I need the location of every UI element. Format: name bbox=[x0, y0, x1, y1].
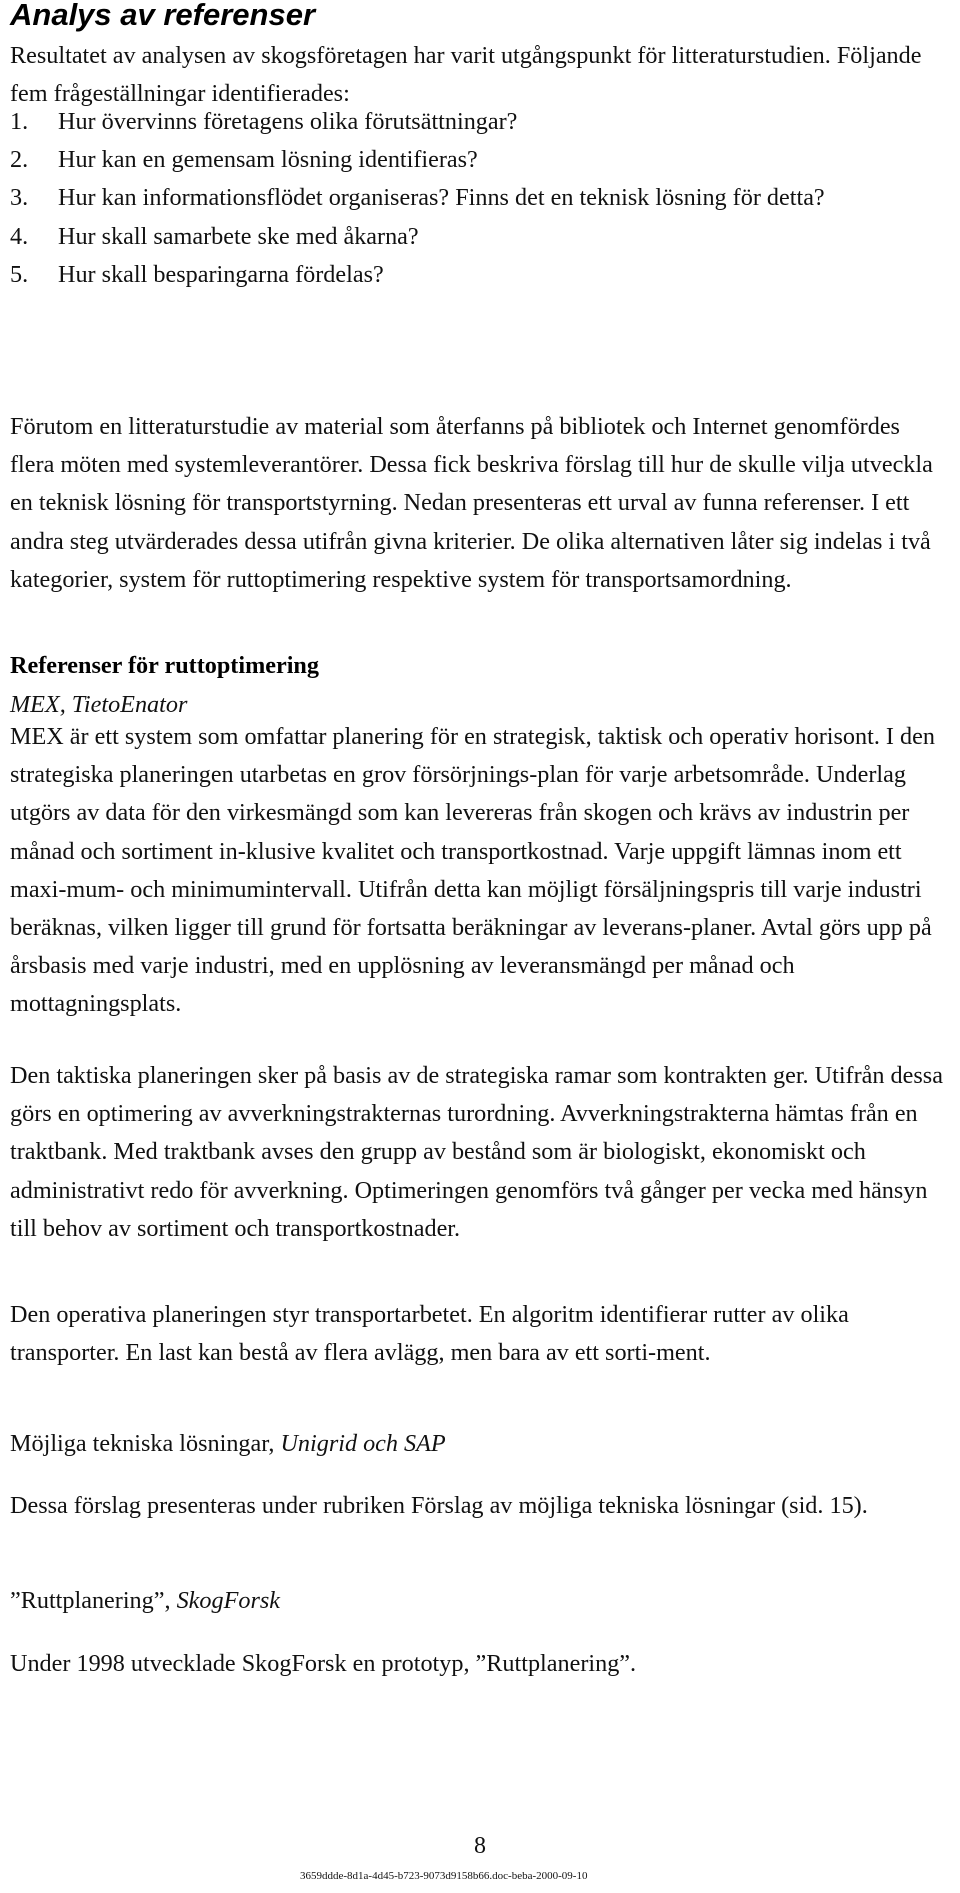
section-title: Analys av referenser bbox=[10, 0, 316, 32]
tech-solutions-label: Möjliga tekniska lösningar, bbox=[10, 1430, 281, 1457]
mex-paragraph-strategic bbox=[10, 718, 950, 1024]
mex-paragraph-tactical bbox=[10, 1057, 950, 1248]
list-item-number: 2. bbox=[10, 146, 29, 174]
tech-solutions-source: Unigrid och SAP bbox=[280, 1430, 446, 1457]
list-item bbox=[10, 218, 950, 256]
mex-reference-title: MEX, TietoEnator bbox=[10, 691, 188, 718]
list-item-text: Hur kan en gemensam lösning identifieras? bbox=[58, 146, 478, 174]
list-item-number: 4. bbox=[10, 222, 29, 250]
list-item-text: Hur övervinns företagens olika förutsättningar? bbox=[58, 108, 518, 135]
question-list bbox=[10, 103, 950, 294]
method-text: Förutom en litteraturstudie av material som återfanns på bibliotek och Internet genomfördes flera möten med systemleverantörer. Dessa fick beskriva förslag till hur de skulle vilja utveckla en teknisk lösning för transportstyrning. Nedan presenteras ett urval av funna referenser. I ett andra steg utvärderades dessa utifrån givna kriterier. De olika alternativen låter sig indelas i två kategorier, system för ruttoptimering respektive system för transportsamordning. bbox=[10, 413, 933, 593]
tech-solutions-title bbox=[10, 1429, 446, 1459]
tech-solutions-text: Dessa förslag presenteras under rubriken Förslag av möjliga tekniska lösningar (sid. 15). bbox=[10, 1492, 868, 1519]
intro-paragraph bbox=[10, 37, 950, 113]
list-item bbox=[10, 179, 950, 217]
page-number: 8 bbox=[474, 1833, 486, 1859]
ruttplanering-title bbox=[10, 1586, 280, 1616]
footer-document-id: 3659ddde-8d1a-4d45-b723-9073d9158b66.doc-beba-2000-09-10 bbox=[300, 1870, 588, 1882]
list-item-number: 1. bbox=[10, 108, 29, 135]
list-item bbox=[10, 141, 950, 179]
mex-strategic-text: MEX är ett system som omfattar planering för en strategisk, taktisk och operativ horisont. I den strategiska planeringen utarbetas en grov försörjnings-plan för varje arbetsområde. Underlag utgörs av data för den virkesmängd som kan levereras från skogen och krävs av industrin per månad och sortiment in-klusive kvalitet och transportkostnad. Varje uppgift lämnas inom ett maxi-mum- och minimumintervall. Utifrån detta kan möjligt försäljningspris till varje industri beräknas, vilken ligger till grund för fortsatta beräkningar av leverans-planer. Avtal görs upp på årsbasis med varje industri, med en upplösning av leveransmängd per månad och mottagningsplats. bbox=[10, 723, 935, 1018]
ruttplanering-paragraph: Under 1998 utvecklade SkogForsk en prototyp, ”Ruttplanering”. bbox=[10, 1650, 637, 1677]
mex-operative-text: Den operativa planeringen styr transportarbetet. En algoritm identifierar rutter av olika transporter. En last kan bestå av flera avlägg, men bara av ett sorti-ment. bbox=[10, 1301, 849, 1367]
list-item-text: Hur skall besparingarna fördelas? bbox=[58, 260, 384, 288]
mex-tactical-text: Den taktiska planeringen sker på basis av de strategiska ramar som kontrakten ger. Utifrån dessa görs en optimering av avverkningstrakternas turordning. Avverkningstrakterna hämtas från en traktbank. Med traktbank avses den grupp av bestånd som är biologiskt, ekonomiskt och administrativt redo för avverkning. Optimeringen genomförs två gånger per vecka med hänsyn till behov av sortiment och transportkostnader. bbox=[10, 1062, 943, 1242]
list-item bbox=[10, 256, 950, 294]
list-item-text: Hur kan informationsflödet organiseras? Finns det en teknisk lösning för detta? bbox=[58, 184, 825, 212]
tech-solutions-paragraph bbox=[10, 1487, 950, 1525]
list-item bbox=[10, 103, 950, 141]
intro-text: Resultatet av analysen av skogsföretagen har varit utgångspunkt för litteraturstudien. Följande fem frågeställningar identifierades: bbox=[10, 42, 922, 108]
ruttplanering-source: SkogForsk bbox=[176, 1587, 281, 1614]
ruttplanering-label: ”Ruttplanering”, bbox=[10, 1587, 177, 1614]
list-item-number: 3. bbox=[10, 184, 29, 212]
list-item-text: Hur skall samarbete ske med åkarna? bbox=[58, 222, 419, 250]
method-paragraph bbox=[10, 408, 950, 599]
subheading-ruttoptimering: Referenser för ruttoptimering bbox=[10, 652, 319, 679]
list-item-number: 5. bbox=[10, 260, 29, 288]
mex-paragraph-operative bbox=[10, 1296, 950, 1372]
